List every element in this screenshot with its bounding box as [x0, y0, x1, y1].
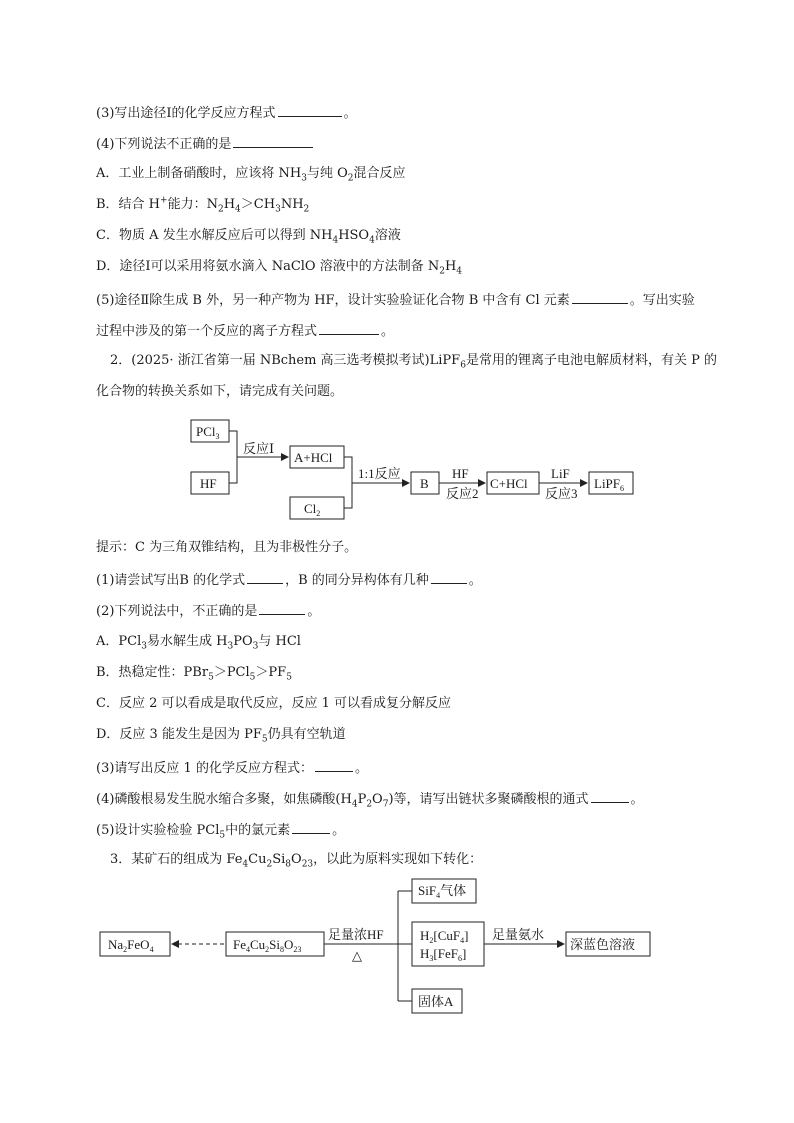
cl2-label: Cl — [304, 501, 317, 516]
hf-condition-label: 足量浓HF — [328, 927, 384, 942]
q3-intro: 3．某矿石的组成为 $Fe_4Cu_2Si_8O_{23}$，以此为原料实现如下转化： — [110, 852, 483, 870]
b-label: B — [420, 476, 429, 491]
svg-text:LiPF6: LiPF$_6$ — [594, 476, 625, 493]
q1-part3: (3)写出途径Ⅰ的化学反应方程式 。 — [96, 103, 357, 123]
svg-text:H3[FeF6]: $H_3[FeF_6]$ — [420, 946, 467, 963]
svg-text:Na2FeO4: $Na_2FeO_4$ — [108, 937, 154, 954]
q1-option-c: C．物质 A 发生水解反应后可以得到 $NH_4HSO_4$溶液 — [96, 228, 401, 246]
q2-part2: (2)下列说法中，不正确的是 。 — [96, 601, 320, 621]
q2-option-b: B．热稳定性：$PBr_5>PCl_5>PF_5$ — [96, 665, 292, 683]
a-hcl-label: A+HCl — [294, 450, 333, 465]
q2-option-a: A．PCl$_3$易水解生成 $H_3PO_3$与 HCl — [96, 634, 301, 652]
q1-option-b: B．结合 H+能力：$N_2H_4>CH_3NH_2$ — [96, 195, 310, 215]
hf-label: HF — [200, 476, 217, 491]
lipf6-label: LiPF — [594, 476, 621, 491]
heat-symbol: △ — [352, 948, 362, 963]
pcl3-label: PCl — [196, 424, 216, 439]
q1-part5-line1: (5)途径Ⅱ除生成 B 外，另一种产物为 HF，设计实验验证化合物 B 中含有 Cl 元素 。写出实验 — [96, 290, 695, 310]
ammonia-label: 足量氨水 — [492, 927, 545, 942]
q2-part3: (3)请写出反应 1 的化学反应方程式： 。 — [96, 758, 368, 778]
q2-option-d: D．反应 3 能发生是因为 $PF_5$仍具有空轨道 — [96, 727, 346, 745]
q2-hint: 提示：C 为三角双锥结构，且为非极性分子。 — [96, 540, 358, 555]
q1-option-a: A．工业上制备硝酸时，应该将 $NH_3$与纯 $O_2$混合反应 — [96, 166, 406, 184]
q2-intro-line2: 化合物的转换关系如下，请完成有关问题。 — [96, 384, 344, 399]
q1-part4: (4)下列说法不正确的是 — [96, 134, 315, 154]
q1-part5-line2: 过程中涉及的第一个反应的离子方程式 。 — [96, 321, 394, 341]
reaction2-label: 反应2 — [446, 486, 479, 501]
q2-part1: (1)请尝试写出B 的化学式 ，B 的同分异构体有几种 。 — [96, 570, 482, 590]
svg-text:Fe4Cu2Si8O23: $Fe_4Cu_2Si_8O_{23}$ — [233, 937, 302, 954]
reaction3-label: 反应3 — [545, 486, 578, 501]
q2-intro-line1: 2．(2025· 浙江省第一届 NBchem 高三选考模拟考试)LiPF$_6$是常用的锂离子电池电解质材料，有关 P 的 — [110, 353, 717, 371]
hf-reagent-label: HF — [452, 466, 469, 481]
svg-text:H2[CuF4]: $H_2[CuF_4]$ — [420, 928, 469, 945]
lif-label: LiF — [551, 466, 570, 481]
q1-option-d: D．途径Ⅰ可以采用将氨水滴入 NaClO 溶液中的方法制备 $N_2H_4$ — [96, 259, 463, 277]
blue-solution-label: 深蓝色溶液 — [570, 937, 636, 952]
svg-text:SiF4气体: SiF$_4$气体 — [418, 883, 467, 900]
svg-text:Cl2: $Cl_2$ — [304, 501, 321, 518]
reaction1-label: 反应Ⅰ — [243, 441, 275, 456]
ratio-label: 1:1反应 — [358, 466, 401, 481]
q2-part4: (4)磷酸根易发生脱水缩合多聚，如焦磷酸$(H_4P_2O_7)$等，请写出链状多聚磷酸根的通式 。 — [96, 789, 644, 809]
q2-option-c: C．反应 2 可以看成是取代反应，反应 1 可以看成复分解反应 — [96, 696, 452, 711]
c-hcl-label: C+HCl — [490, 476, 528, 491]
svg-text:PCl3: PCl$_3$ — [196, 424, 220, 441]
solid-a-label: 固体A — [418, 994, 454, 1009]
q2-part5: (5)设计实验检验 PCl$_5$中的氯元素 。 — [96, 820, 345, 840]
